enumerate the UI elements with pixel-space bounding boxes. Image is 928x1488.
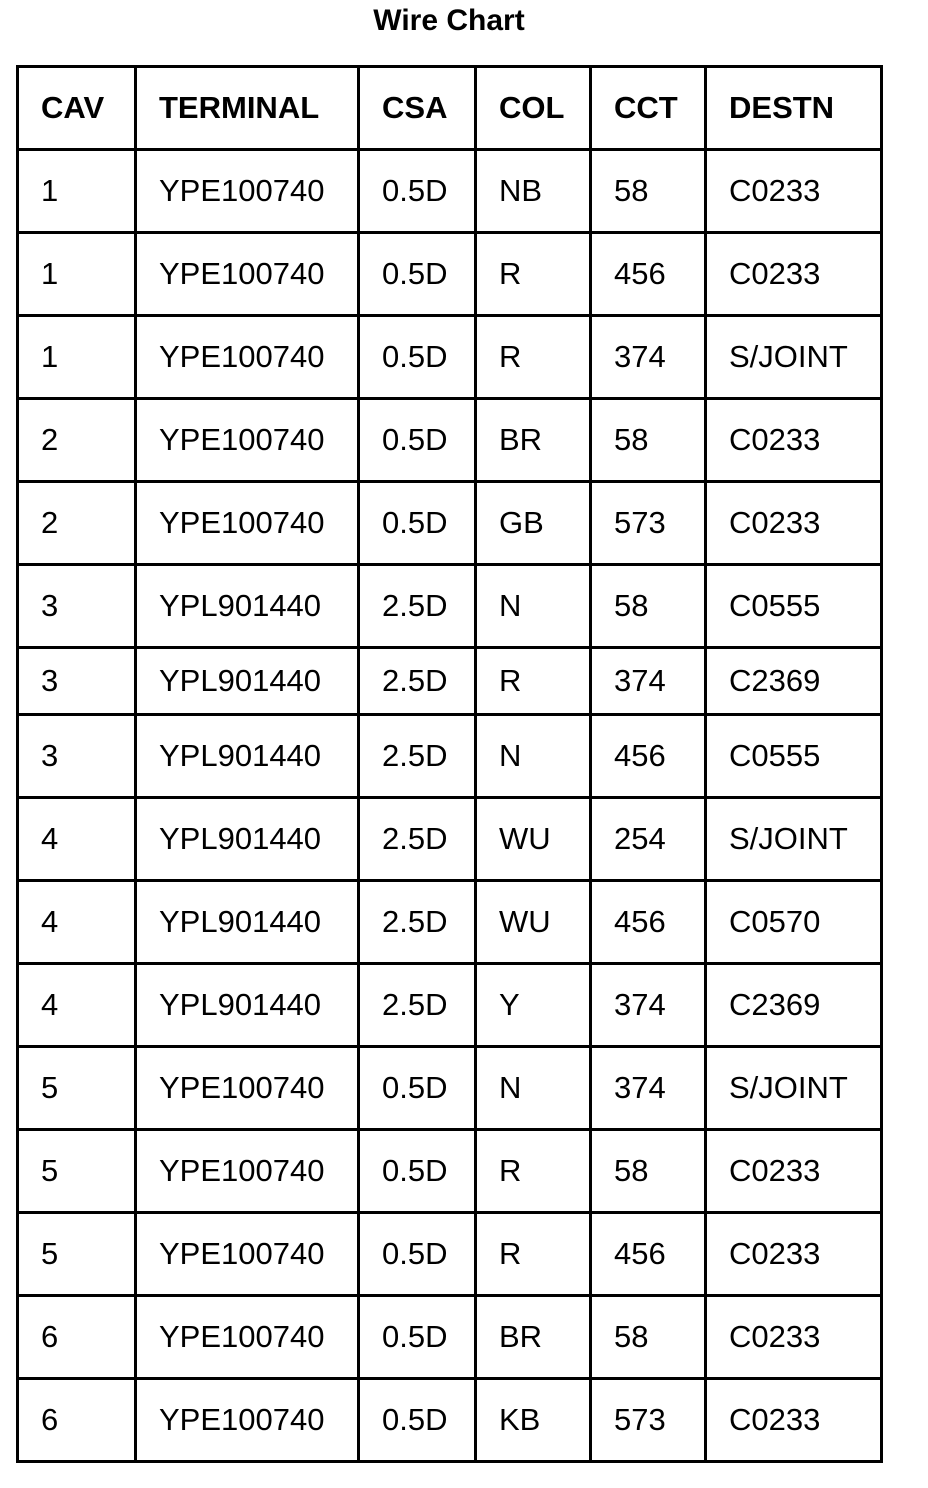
cell-cct: 456 <box>591 881 706 964</box>
cell-csa: 2.5D <box>359 881 476 964</box>
table-row <box>18 150 882 233</box>
table-row <box>18 482 882 565</box>
cell-cct: 58 <box>591 1130 706 1213</box>
table-row <box>18 798 882 881</box>
cell-col: R <box>476 1213 591 1296</box>
cell-terminal: YPE100740 <box>136 150 359 233</box>
cell-col: WU <box>476 881 591 964</box>
cell-terminal: YPL901440 <box>136 881 359 964</box>
cell-cct: 456 <box>591 233 706 316</box>
cell-csa: 2.5D <box>359 964 476 1047</box>
cell-terminal: YPL901440 <box>136 565 359 648</box>
cell-col: WU <box>476 798 591 881</box>
table-row <box>18 1296 882 1379</box>
cell-cav: 2 <box>18 399 136 482</box>
cell-col: N <box>476 715 591 798</box>
column-header-col: COL <box>476 67 591 150</box>
cell-csa: 0.5D <box>359 316 476 399</box>
page-title: Wire Chart <box>373 4 525 37</box>
cell-destn: C0233 <box>706 233 882 316</box>
column-header-cav: CAV <box>18 67 136 150</box>
column-header-destn: DESTN <box>706 67 882 150</box>
cell-terminal: YPE100740 <box>136 233 359 316</box>
cell-destn: C0555 <box>706 715 882 798</box>
cell-cav: 6 <box>18 1379 136 1462</box>
cell-csa: 2.5D <box>359 798 476 881</box>
cell-cav: 6 <box>18 1296 136 1379</box>
header-row <box>18 67 882 150</box>
cell-destn: S/JOINT <box>706 798 882 881</box>
cell-csa: 2.5D <box>359 565 476 648</box>
cell-col: N <box>476 565 591 648</box>
cell-cav: 5 <box>18 1130 136 1213</box>
cell-csa: 0.5D <box>359 233 476 316</box>
cell-terminal: YPL901440 <box>136 715 359 798</box>
table-row <box>18 1213 882 1296</box>
table-row <box>18 715 882 798</box>
cell-cct: 374 <box>591 964 706 1047</box>
cell-cav: 5 <box>18 1047 136 1130</box>
cell-destn: S/JOINT <box>706 316 882 399</box>
cell-csa: 0.5D <box>359 1296 476 1379</box>
cell-cct: 573 <box>591 1379 706 1462</box>
table-row <box>18 316 882 399</box>
cell-destn: C0570 <box>706 881 882 964</box>
cell-destn: C0233 <box>706 1130 882 1213</box>
cell-csa: 0.5D <box>359 1047 476 1130</box>
table-row <box>18 1047 882 1130</box>
table-row <box>18 1130 882 1213</box>
cell-col: R <box>476 1130 591 1213</box>
cell-col: GB <box>476 482 591 565</box>
cell-destn: C0233 <box>706 399 882 482</box>
cell-destn: C2369 <box>706 964 882 1047</box>
cell-destn: C2369 <box>706 648 882 715</box>
cell-terminal: YPL901440 <box>136 648 359 715</box>
cell-cav: 1 <box>18 150 136 233</box>
cell-col: R <box>476 648 591 715</box>
wire-chart-table <box>16 65 883 1463</box>
cell-cct: 456 <box>591 715 706 798</box>
table-row <box>18 881 882 964</box>
cell-col: Y <box>476 964 591 1047</box>
cell-col: R <box>476 316 591 399</box>
cell-col: BR <box>476 1296 591 1379</box>
cell-csa: 0.5D <box>359 150 476 233</box>
cell-csa: 0.5D <box>359 1213 476 1296</box>
cell-cav: 1 <box>18 233 136 316</box>
cell-csa: 2.5D <box>359 648 476 715</box>
cell-terminal: YPE100740 <box>136 1296 359 1379</box>
cell-cct: 58 <box>591 399 706 482</box>
cell-cct: 374 <box>591 316 706 399</box>
cell-csa: 2.5D <box>359 715 476 798</box>
cell-terminal: YPE100740 <box>136 1130 359 1213</box>
cell-cct: 58 <box>591 565 706 648</box>
cell-cav: 4 <box>18 798 136 881</box>
cell-col: NB <box>476 150 591 233</box>
cell-cct: 58 <box>591 150 706 233</box>
cell-cct: 374 <box>591 1047 706 1130</box>
table-row <box>18 1379 882 1462</box>
table-row <box>18 399 882 482</box>
cell-terminal: YPE100740 <box>136 1379 359 1462</box>
cell-cav: 3 <box>18 648 136 715</box>
cell-destn: C0233 <box>706 1379 882 1462</box>
cell-cav: 5 <box>18 1213 136 1296</box>
cell-destn: S/JOINT <box>706 1047 882 1130</box>
cell-cav: 4 <box>18 964 136 1047</box>
cell-csa: 0.5D <box>359 1130 476 1213</box>
cell-col: BR <box>476 399 591 482</box>
cell-terminal: YPE100740 <box>136 316 359 399</box>
cell-col: R <box>476 233 591 316</box>
table-row <box>18 565 882 648</box>
cell-terminal: YPE100740 <box>136 1047 359 1130</box>
cell-col: KB <box>476 1379 591 1462</box>
cell-cct: 456 <box>591 1213 706 1296</box>
table-row <box>18 233 882 316</box>
column-header-terminal: TERMINAL <box>136 67 359 150</box>
column-header-cct: CCT <box>591 67 706 150</box>
cell-cct: 254 <box>591 798 706 881</box>
cell-cav: 3 <box>18 565 136 648</box>
cell-cct: 58 <box>591 1296 706 1379</box>
cell-destn: C0555 <box>706 565 882 648</box>
table-row <box>18 648 882 715</box>
column-header-csa: CSA <box>359 67 476 150</box>
cell-destn: C0233 <box>706 482 882 565</box>
cell-csa: 0.5D <box>359 1379 476 1462</box>
cell-cav: 2 <box>18 482 136 565</box>
cell-terminal: YPE100740 <box>136 399 359 482</box>
cell-terminal: YPL901440 <box>136 798 359 881</box>
cell-terminal: YPE100740 <box>136 482 359 565</box>
cell-destn: C0233 <box>706 150 882 233</box>
cell-cct: 374 <box>591 648 706 715</box>
cell-destn: C0233 <box>706 1296 882 1379</box>
cell-cav: 1 <box>18 316 136 399</box>
cell-cav: 3 <box>18 715 136 798</box>
table-body <box>18 150 882 1462</box>
cell-csa: 0.5D <box>359 482 476 565</box>
cell-cav: 4 <box>18 881 136 964</box>
table-row <box>18 964 882 1047</box>
cell-terminal: YPE100740 <box>136 1213 359 1296</box>
cell-col: N <box>476 1047 591 1130</box>
cell-terminal: YPL901440 <box>136 964 359 1047</box>
cell-destn: C0233 <box>706 1213 882 1296</box>
cell-cct: 573 <box>591 482 706 565</box>
cell-csa: 0.5D <box>359 399 476 482</box>
